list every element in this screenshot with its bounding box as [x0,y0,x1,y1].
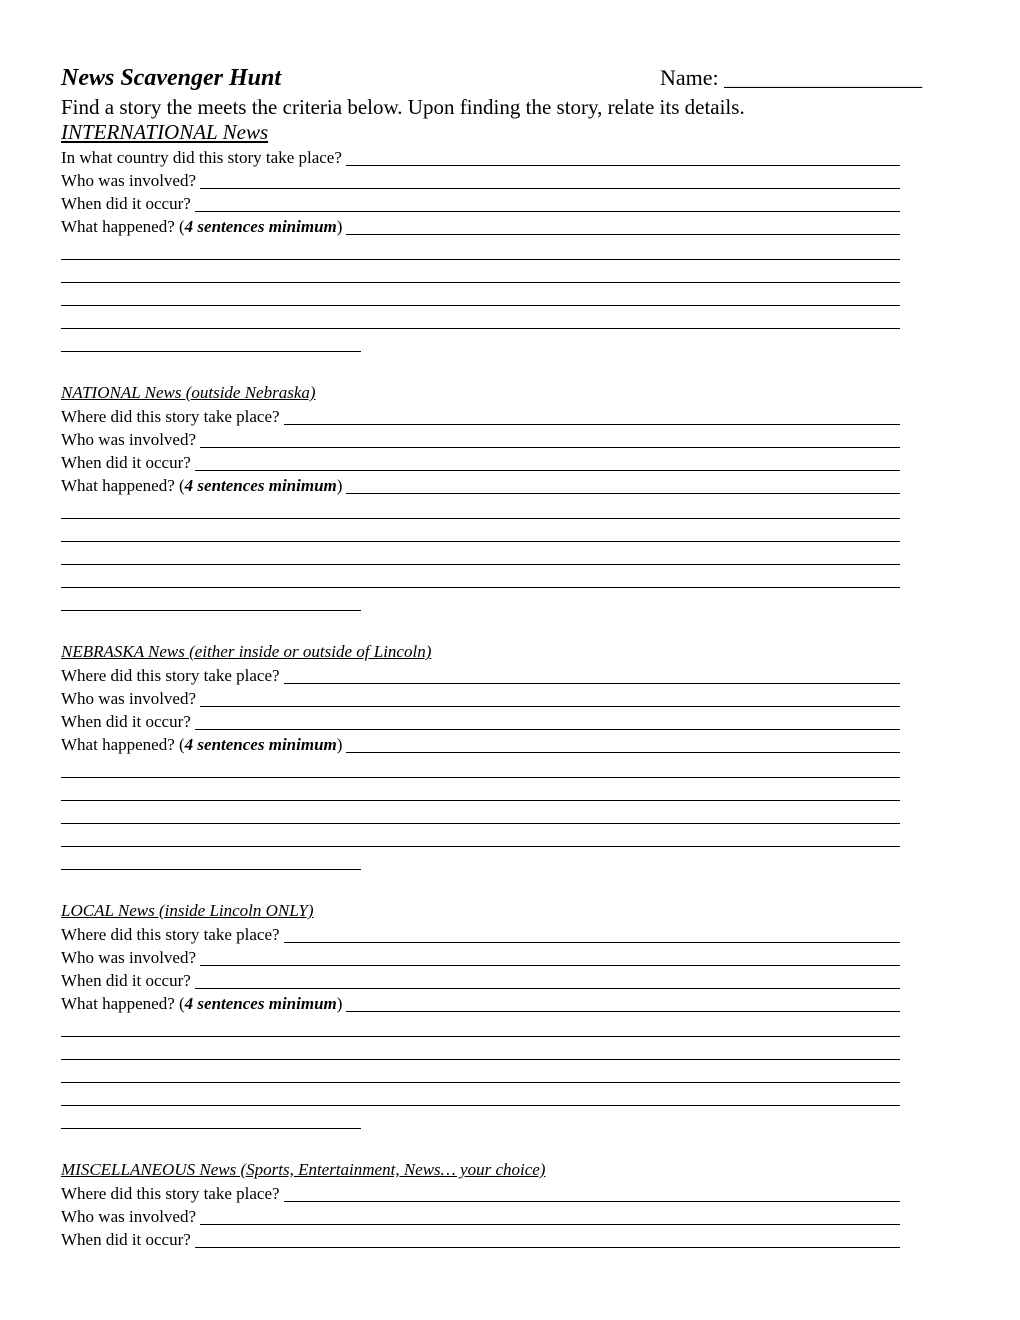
section-miscellaneous [61,1159,941,1250]
question-row[interactable] [61,145,900,168]
answer-line[interactable] [61,755,900,778]
what-suffix: ) [336,476,343,495]
answer-line[interactable] [61,519,900,542]
title-row [61,62,941,94]
question-label: When did it occur? [61,1230,191,1249]
question-label: Who was involved? [61,689,197,708]
answer-line[interactable] [284,1201,900,1202]
worksheet-page [61,62,941,1250]
what-happened-row[interactable] [61,214,900,237]
what-prefix: What happened? ( [61,476,185,495]
question-label: When did it occur? [61,712,191,731]
answer-line[interactable] [61,329,361,352]
name-field[interactable]: Name: __________________ [660,65,923,90]
question-row[interactable] [61,168,900,191]
question-row[interactable] [61,1204,900,1227]
question-row[interactable] [61,450,900,473]
answer-line[interactable] [195,988,900,989]
what-happened-row[interactable] [61,732,900,755]
what-prefix: What happened? ( [61,994,185,1013]
section-heading: NEBRASKA News (either inside or outside of Lincoln) [61,642,432,661]
question-label: Who was involved? [61,948,197,967]
answer-line[interactable] [61,778,900,801]
answer-line[interactable] [200,188,900,189]
answer-line[interactable] [284,683,900,684]
answer-line[interactable] [346,1011,900,1012]
answer-line[interactable] [200,1224,900,1225]
answer-line[interactable] [61,565,900,588]
what-suffix: ) [336,217,343,236]
question-row[interactable] [61,427,900,450]
question-label: Who was involved? [61,1207,197,1226]
page-title: News Scavenger Hunt [61,65,282,91]
answer-line[interactable] [284,424,900,425]
what-happened-label [61,217,346,237]
answer-line[interactable] [195,470,900,471]
what-happened-row[interactable] [61,991,900,1014]
what-emphasis: 4 sentences minimum [184,476,337,495]
what-prefix: What happened? ( [61,217,185,236]
answer-line[interactable] [200,965,900,966]
question-row[interactable] [61,663,900,686]
answer-line[interactable] [200,706,900,707]
question-row[interactable] [61,922,900,945]
question-label: When did it occur? [61,453,191,472]
section-national [61,382,941,611]
section-international [61,120,941,352]
question-label: Who was involved? [61,430,197,449]
answer-line[interactable] [346,493,900,494]
answer-line[interactable] [61,306,900,329]
question-label: When did it occur? [61,971,191,990]
answer-line[interactable] [284,942,900,943]
section-heading: LOCAL News (inside Lincoln ONLY) [61,901,314,920]
question-label: Where did this story take place? [61,1184,280,1203]
answer-line[interactable] [200,447,900,448]
what-happened-row[interactable] [61,473,900,496]
answer-line[interactable] [61,1014,900,1037]
what-suffix: ) [336,735,343,754]
section-heading: INTERNATIONAL News [61,120,269,144]
question-row[interactable] [61,1181,900,1204]
answer-line[interactable] [61,847,361,870]
section-heading: NATIONAL News (outside Nebraska) [61,383,316,402]
question-row[interactable] [61,404,900,427]
question-row[interactable] [61,709,900,732]
answer-line[interactable] [346,752,900,753]
what-emphasis: 4 sentences minimum [184,994,337,1013]
question-row[interactable] [61,1227,900,1250]
answer-line[interactable] [61,588,361,611]
answer-line[interactable] [61,237,900,260]
answer-line[interactable] [61,1083,900,1106]
answer-line[interactable] [61,801,900,824]
what-happened-label [61,735,346,755]
answer-line[interactable] [61,1060,900,1083]
question-label: Where did this story take place? [61,925,280,944]
answer-line[interactable] [346,234,900,235]
instructions: Find a story the meets the criteria below. Upon finding the story, relate its details. [61,95,745,119]
answer-line[interactable] [61,283,900,306]
question-label: When did it occur? [61,194,191,213]
answer-line[interactable] [61,1037,900,1060]
question-label: Where did this story take place? [61,666,280,685]
what-suffix: ) [336,994,343,1013]
question-label: Who was involved? [61,171,197,190]
what-happened-label [61,476,346,496]
answer-line[interactable] [61,824,900,847]
answer-line[interactable] [61,496,900,519]
section-nebraska [61,641,941,870]
answer-line[interactable] [61,542,900,565]
answer-line[interactable] [61,1106,361,1129]
answer-line[interactable] [61,260,900,283]
section-local [61,900,941,1129]
question-row[interactable] [61,686,900,709]
section-heading: MISCELLANEOUS News (Sports, Entertainment, News… your choice) [61,1160,546,1179]
answer-line[interactable] [195,211,900,212]
what-prefix: What happened? ( [61,735,185,754]
question-label: Where did this story take place? [61,407,280,426]
question-row[interactable] [61,968,900,991]
answer-line[interactable] [346,165,900,166]
answer-line[interactable] [195,729,900,730]
question-row[interactable] [61,191,900,214]
question-row[interactable] [61,945,900,968]
what-emphasis: 4 sentences minimum [184,217,337,236]
answer-line[interactable] [195,1247,900,1248]
what-happened-label [61,994,346,1014]
question-label: In what country did this story take place? [61,148,342,167]
what-emphasis: 4 sentences minimum [184,735,337,754]
